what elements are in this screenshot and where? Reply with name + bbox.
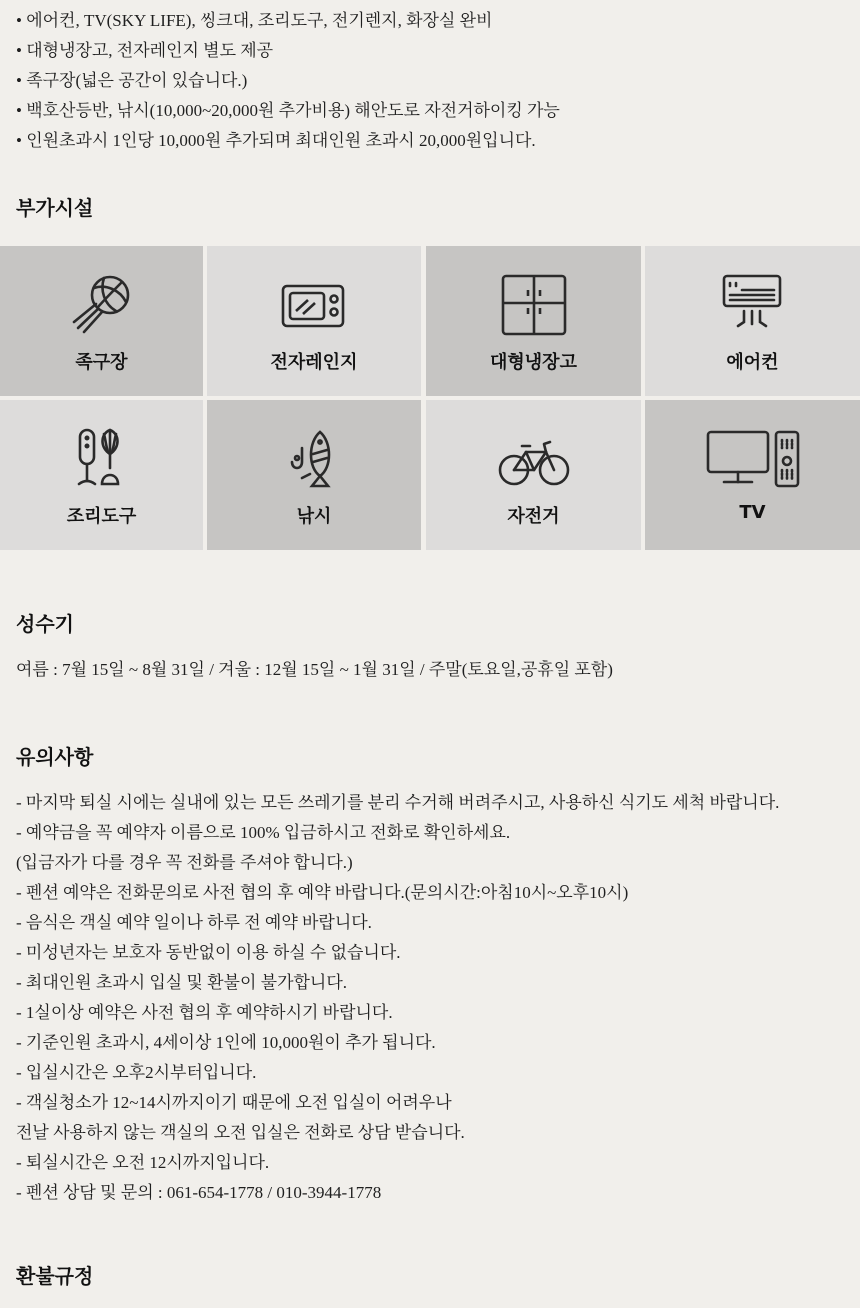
facility-label: TV bbox=[739, 502, 766, 523]
facility-tile-fishing bbox=[207, 400, 421, 550]
notice-line: - 음식은 객실 예약 일이나 하루 전 예약 바랍니다. bbox=[16, 913, 372, 932]
facility-tile-tv bbox=[645, 400, 860, 550]
notice-line: - 예약금을 꼭 예약자 이름으로 100% 입금하시고 전화로 확인하세요. bbox=[16, 823, 511, 842]
peak-season-heading: 성수기 bbox=[16, 612, 74, 636]
facility-tile-air-conditioner bbox=[645, 246, 860, 396]
facilities-heading: 부가시설 bbox=[16, 196, 94, 220]
notice-line: - 객실청소가 12~14시까지이기 때문에 오전 입실이 어려우나 bbox=[16, 1093, 452, 1112]
microwave-icon bbox=[207, 274, 421, 336]
facility-tile-bicycle bbox=[426, 400, 641, 550]
facility-label: 대형냉장고 bbox=[490, 352, 577, 373]
notice-line: - 펜션 예약은 전화문의로 사전 협의 후 예약 바랍니다.(문의시간:아침10시~오후10시) bbox=[16, 883, 629, 902]
notice-line: (입금자가 다를 경우 꼭 전화를 주셔야 합니다.) bbox=[16, 853, 353, 872]
notice-line: - 1실이상 예약은 사전 협의 후 예약하시기 바랍니다. bbox=[16, 1003, 393, 1022]
notice-line: - 퇴실시간은 오전 12시까지입니다. bbox=[16, 1153, 270, 1172]
notice-line: - 최대인원 초과시 입실 및 환불이 불가합니다. bbox=[16, 973, 348, 992]
notice-line: - 미성년자는 보호자 동반없이 이용 하실 수 없습니다. bbox=[16, 943, 401, 962]
notice-line: - 기준인원 초과시, 4세이상 1인에 10,000원이 추가 됩니다. bbox=[16, 1033, 436, 1052]
facility-label: 자전거 bbox=[507, 506, 560, 527]
notice-line: - 입실시간은 오후2시부터입니다. bbox=[16, 1063, 257, 1082]
refund-heading: 환불규정 bbox=[16, 1264, 94, 1288]
notices-list bbox=[16, 788, 779, 1208]
facility-label: 족구장 bbox=[75, 352, 128, 373]
info-bullet: • 인원초과시 1인당 10,000원 추가되며 최대인원 초과시 20,000원입니다. bbox=[16, 131, 536, 150]
notice-line: 전날 사용하지 않는 객실의 오전 입실은 전화로 상담 받습니다. bbox=[16, 1123, 465, 1142]
tv-icon bbox=[645, 428, 860, 490]
notice-line: - 펜션 상담 및 문의 : 061-654-1778 / 010-3944-1778 bbox=[16, 1183, 382, 1202]
facility-tile-microwave bbox=[207, 246, 421, 396]
notice-line: - 마지막 퇴실 시에는 실내에 있는 모든 쓰레기를 분리 수거해 버려주시고, 사용하신 식기도 세척 바랍니다. bbox=[16, 793, 780, 812]
facilities-grid bbox=[0, 246, 860, 550]
notices-heading: 유의사항 bbox=[16, 745, 94, 769]
facility-label: 에어컨 bbox=[726, 352, 779, 373]
volleyball-icon bbox=[0, 274, 203, 336]
facility-label: 조리도구 bbox=[66, 506, 137, 527]
facility-tile-foot-volleyball bbox=[0, 246, 203, 396]
bicycle-icon bbox=[426, 428, 641, 490]
facility-tile-kitchen-utensils bbox=[0, 400, 203, 550]
info-bullet: • 족구장(넓은 공간이 있습니다.) bbox=[16, 71, 248, 90]
info-bullet: • 에어컨, TV(SKY LIFE), 씽크대, 조리도구, 전기렌지, 화장실 완비 bbox=[16, 11, 493, 30]
air-conditioner-icon bbox=[645, 274, 860, 336]
info-bullet: • 백호산등반, 낚시(10,000~20,000원 추가비용) 해안도로 자전거하이킹 가능 bbox=[16, 101, 560, 120]
facility-label: 전자레인지 bbox=[270, 352, 358, 373]
kitchen-utensils-icon bbox=[0, 428, 203, 490]
fishing-icon bbox=[207, 428, 421, 490]
peak-season-text: 여름 : 7월 15일 ~ 8월 31일 / 겨울 : 12월 15일 ~ 1월 31일 / 주말(토요일,공휴일 포함) bbox=[16, 660, 613, 679]
refrigerator-icon bbox=[426, 274, 641, 336]
facility-label: 낚시 bbox=[296, 506, 332, 527]
facility-info-list bbox=[16, 6, 560, 156]
facility-tile-refrigerator bbox=[426, 246, 641, 396]
info-bullet: • 대형냉장고, 전자레인지 별도 제공 bbox=[16, 41, 274, 60]
